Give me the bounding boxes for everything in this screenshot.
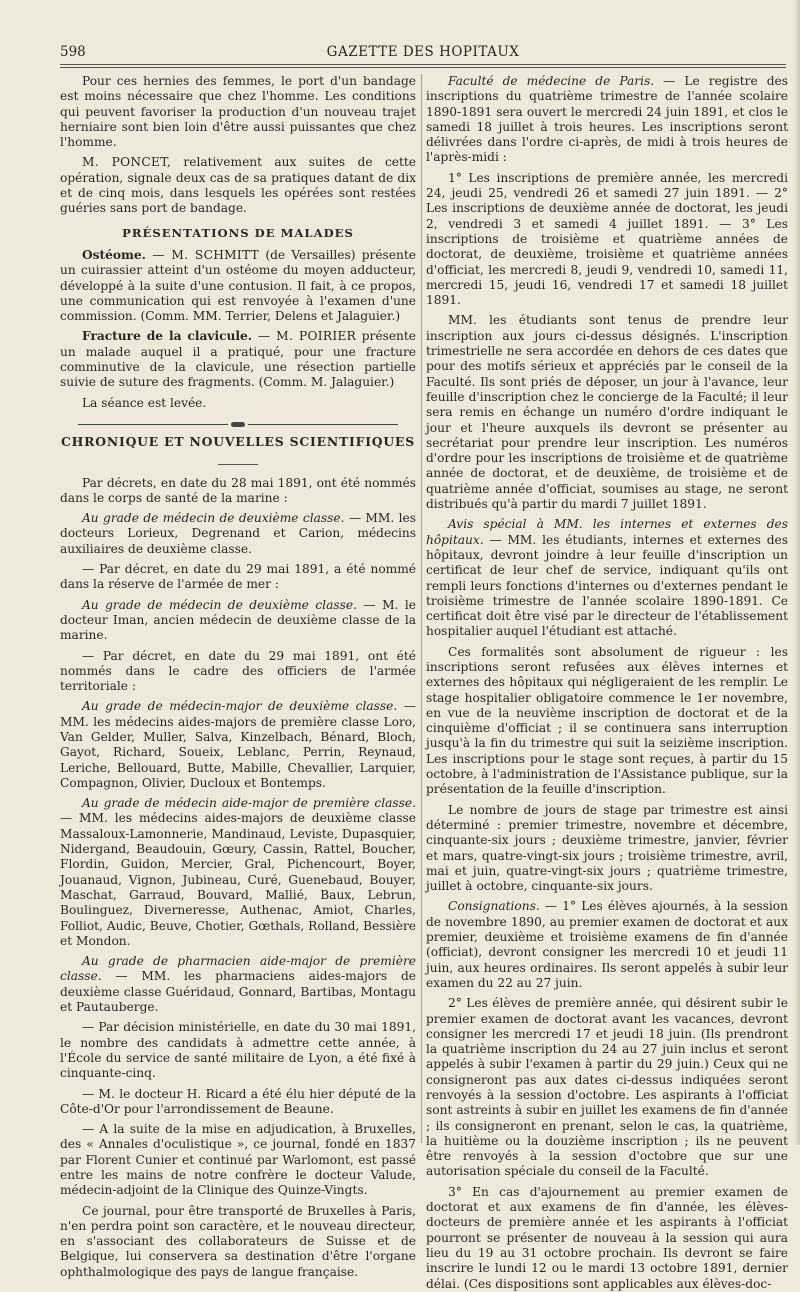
case-title: Fracture de la clavicule. xyxy=(82,329,252,344)
speaker-name: — M. POIRIER xyxy=(251,329,357,344)
paragraph: La séance est levée. xyxy=(82,395,207,410)
notice-title: Faculté de médecine de Paris. xyxy=(448,74,655,88)
notice-title: Avis spécial à MM. les internes et externes des hôpitaux. xyxy=(426,517,788,547)
paragraph: MM. les étudiants sont tenus de prendre leur inscription aux jours ci-dessus désignés. L'inscription trimestrielle ne sera accordée en dehors de ces dates que pour des motifs sérieux et appréciés par le conseil de la Faculté. Ils sont priés de déposer, un jour à l'avance, leur feuille d'inscription chez le concierge de la Faculté; il leur sera remis en échange un numéro d'ordre indiquant le jour et l'heure auxquels ils devront se présenter au secrétariat pour prendre leur inscription. Les numéros d'ordre pour les inscriptions de troisième et de quatrième année de doctorat, et de deuxième, de troisième et de quatrième année d'officiat, soumises au stage, ne seront distribués qu'à partir du mardi 7 juillet 1891. xyxy=(426,313,788,512)
speaker-name: — M. SCHMITT xyxy=(145,247,260,262)
paragraph-text: (de Versailles) présente un cuirassier atteint d'un ostéome du moyen adducteur, développé à la suite d'une contusion. Il fait, à ce propos, une communication qui est renvoyée à l'examen d'une commission. (Comm. MM. Terrier, Delens et Jalaguier.) xyxy=(60,247,416,324)
paragraph xyxy=(426,899,788,991)
paragraph xyxy=(60,248,416,324)
paragraph xyxy=(426,74,788,166)
section-heading: CHRONIQUE ET NOUVELLES SCIENTIFIQUES xyxy=(60,433,415,449)
paragraph: Ces formalités sont absolument de rigueur : les inscriptions seront refusées aux élèves internes et externes des hôpitaux qui négligeraient de les remplir. Le stage hospitalier obligatoire commence le 1er novembre, en vue de la neuvième inscription de doctorat et de la cinquième d'officiat ; il se continuera sans interruption jusqu'à la fin du trimestre qui suit la seizième inscription. Les inscriptions pour le stage sont reçues, à partir du 15 octobre, à l'administration de l'Assistance publique, sur la présentation de la feuille d'inscription. xyxy=(426,644,788,797)
header-rule-top xyxy=(60,64,786,65)
notice-title: Consignations. xyxy=(448,899,540,914)
paragraph: — Par décret, en date du 29 mai 1891, a été nommé dans la réserve de l'armée de mer : xyxy=(60,562,416,592)
journal-title: GAZETTE DES HOPITAUX xyxy=(326,44,520,60)
paragraph: — M. le docteur H. Ricard a été élu hier député de la Côte-d'Or pour l'arrondissement de Beaune. xyxy=(60,1086,416,1116)
paragraph-text: — MM. les docteurs Lorieux, Degrenand et Carion, médecins auxiliaires de deuxième classe. xyxy=(60,511,416,556)
paragraph: 3° En cas d'ajournement au premier examen de doctorat et aux examens de fin d'année, les élèves-docteurs de première année et les aspirants à l'officiat pourront se présenter de nouveau à la session qui aura lieu du 19 au 31 octobre prochain. Ils devront se faire inscrire le lundi 12 ou le mardi 13 octobre 1891, dernier délai. (Ces dispositions sont applicables aux élèves-doc- xyxy=(426,1184,788,1291)
page-edge-shadow xyxy=(794,0,800,1145)
paragraph xyxy=(426,517,788,639)
section-heading: PRÉSENTATIONS DE MALADES xyxy=(122,225,354,240)
speaker-name: M. PONCET, xyxy=(82,155,172,170)
section-ornament xyxy=(60,417,416,425)
paragraph-text: relativement aux suites de cette opération, signale deux cas de sa pratiques datant de dix et de cinq mois, dans lesquels les opérées sont restées guéries sans port de bandage. xyxy=(60,155,416,216)
grade-title: Au grade de pharmacien aide-major de première classe. xyxy=(60,954,416,984)
grade-title: Au grade de médecin de deuxième classe. xyxy=(82,511,345,526)
paragraph: — Par décret, en date du 29 mai 1891, ont été nommés dans le cadre des officiers de l'armée territoriale : xyxy=(60,648,416,694)
paragraph: Ce journal, pour être transporté de Bruxelles à Paris, n'en perdra point son caractère, et le nouveau directeur, en s'associant des collaborateurs de Suisse et de Belgique, lui conservera sa destination d'être l'organe ophthalmologique des pays de langue française. xyxy=(60,1203,416,1279)
paragraph-text: — MM. les étudiants, internes et externes des hôpitaux, devront joindre à leur feuille d'inscription un certificat de leur chef de service, indiquant qu'ils ont rempli leurs fonctions d'internes ou d'externes pendant le troisième trimestre de l'année scolaire 1890-1891. Ce certificat doit être visé par le directeur de l'établissement hospitalier auquel l'étudiant est attaché. xyxy=(426,532,788,639)
left-column xyxy=(60,74,417,1279)
paragraph: — Par décision ministérielle, en date du 30 mai 1891, le nombre des candidats à admettre cette année, à l'École du service de santé militaire de Lyon, a été fixé à cinquante-cinq. xyxy=(60,1020,416,1081)
paragraph-text: — 1° Les élèves ajournés, à la session de novembre 1890, au premier examen de doctorat et aux premier, deuxième et troisième examens de fin d'année (officiat), devront consigner les mercredi 10 et jeudi 11 juin, aux heures ordinaires. Ils seront appelés à subir leur examen du 22 au 27 juin. xyxy=(426,899,788,990)
paragraph-text: — MM. les pharmaciens aides-majors de deuxième classe Guéridaud, Gonnard, Bartibas, Montagu et Pautauberge. xyxy=(60,969,416,1015)
page-header xyxy=(60,42,786,62)
paragraph-text: présente un malade auquel il a pratiqué, pour une fracture comminutive de la clavicule, une résection partielle suivie de suture des fragments. (Comm. M. Jalaguier.) xyxy=(60,329,416,390)
page-number: 598 xyxy=(60,44,86,60)
paragraph xyxy=(60,329,416,390)
paragraph xyxy=(60,511,416,557)
paragraph xyxy=(60,155,416,216)
column-divider xyxy=(421,74,422,1143)
paragraph: 2° Les élèves de première année, qui désirent subir le premier examen de doctorat avant les vacances, devront consigner les mercredi 17 et jeudi 18 juin. (Ils prendront la quatrième inscription du 24 au 27 juin inclus et seront appelés à subir l'examen à partir du 29 juin.) Ceux qui ne consigneront pas aux dates ci-dessus indiquées seront renvoyés à la session d'octobre. Les aspirants à l'officiat sont astreints à subir en juillet les examens de fin d'année ; ils consigneront en prenant, selon le cas, la quatrième, la huitième ou la douzième inscription ; ils ne peuvent être renvoyés à la session d'octobre que sur une autorisation spéciale du conseil de la Faculté. xyxy=(426,996,788,1179)
header-rule-bottom xyxy=(60,67,786,68)
paragraph xyxy=(60,598,416,644)
paragraph xyxy=(60,699,416,791)
paragraph xyxy=(60,954,416,1015)
right-column xyxy=(426,74,788,1291)
grade-title: Au grade de médecin-major de deuxième classe. xyxy=(82,699,398,714)
paragraph: Le nombre de jours de stage par trimestre est ainsi déterminé : premier trimestre, novembre et décembre, cinquante-six jours ; deuxième trimestre, janvier, février et mars, quatre-vingt-six jours ; troisième trimestre, avril, mai et juin, quatre-vingt-six jours ; quatrième trimestre, juillet à octobre, cinquante-six jours. xyxy=(426,802,788,894)
paragraph-text: — MM. les médecins aides-majors de deuxième classe Massaloux-Lamonnerie, Mandinaud, Leviste, Dupasquier, Nidergand, Beaudouin, Gœury, Cassin, Rattel, Boucher, Flordin, Guidon, Mercier, Gral, Pichencourt, Boyer, Jouanaud, Vignon, Jubineau, Curé, Guenebaud, Bouyer, Maschat, Garraud, Bouvard, Mallié, Baux, Lebrun, Boulinguez, Diverneresse, Authenac, Amiot, Charles, Folliot, Audic, Beuve, Chotier, Gœthals, Rolland, Bessière et Mondon. xyxy=(60,811,416,948)
grade-title: Au grade de médecin de deuxième classe. xyxy=(82,597,357,612)
paragraph-text: — Le registre des inscriptions du quatrième trimestre de l'année scolaire 1890-1891 sera ouvert le mercredi 24 juin 1891, et clos le samedi 18 juillet à trois heures. Les inscriptions seront délivrées dans l'ordre ci-après, de midi à trois heures de l'après-midi : xyxy=(426,74,788,165)
paragraph: Par décrets, en date du 28 mai 1891, ont été nommés dans le corps de santé de la marine : xyxy=(60,475,416,505)
paragraph: Pour ces hernies des femmes, le port d'un bandage est moins nécessaire que chez l'homme. Les conditions qui peuvent favoriser la production d'un nouveau trajet herniaire sont bien loin d'être aussi puissantes que chez l'homme. xyxy=(60,74,416,150)
short-rule xyxy=(60,454,416,469)
case-title: Ostéome. xyxy=(82,247,146,262)
paragraph: 1° Les inscriptions de première année, les mercredi 24, jeudi 25, vendredi 26 et samedi 27 juin 1891. — 2° Les inscriptions de deuxième année de doctorat, les jeudi 2, vendredi 3 et samedi 4 juillet 1891. — 3° Les inscriptions de troisième et quatrième années de doctorat, de deuxième, troisième et quatrième années d'officiat, les mercredi 8, jeudi 9, vendredi 10, samedi 11, mercredi 15, jeudi 16, vendredi 17 et samedi 18 juillet 1891. xyxy=(426,170,788,308)
paragraph-text: — MM. les médecins aides-majors de première classe Loro, Van Gelder, Muller, Salva, Kinzelbach, Bénard, Bloch, Gayot, Richard, Soueix, Leblanc, Perrin, Reynaud, Leriche, Bellouard, Butte, Mabille, Chevallier, Larquier, Compagnon, Olivier, Ducloux et Bontemps. xyxy=(60,699,416,790)
paragraph xyxy=(60,796,416,949)
grade-title: Au grade de médecin aide-major de première classe. xyxy=(82,796,416,811)
paragraph-text: — M. le docteur Iman, ancien médecin de deuxième classe de la marine. xyxy=(60,597,417,643)
paragraph: — A la suite de la mise en adjudication, à Bruxelles, des « Annales d'oculistique », ce journal, fondé en 1837 par Florent Cunier et continué par Warlomont, est passé entre les mains de notre confrère le docteur Valude, médecin-adjoint de la Clinique des Quinze-Vingts. xyxy=(60,1122,416,1198)
